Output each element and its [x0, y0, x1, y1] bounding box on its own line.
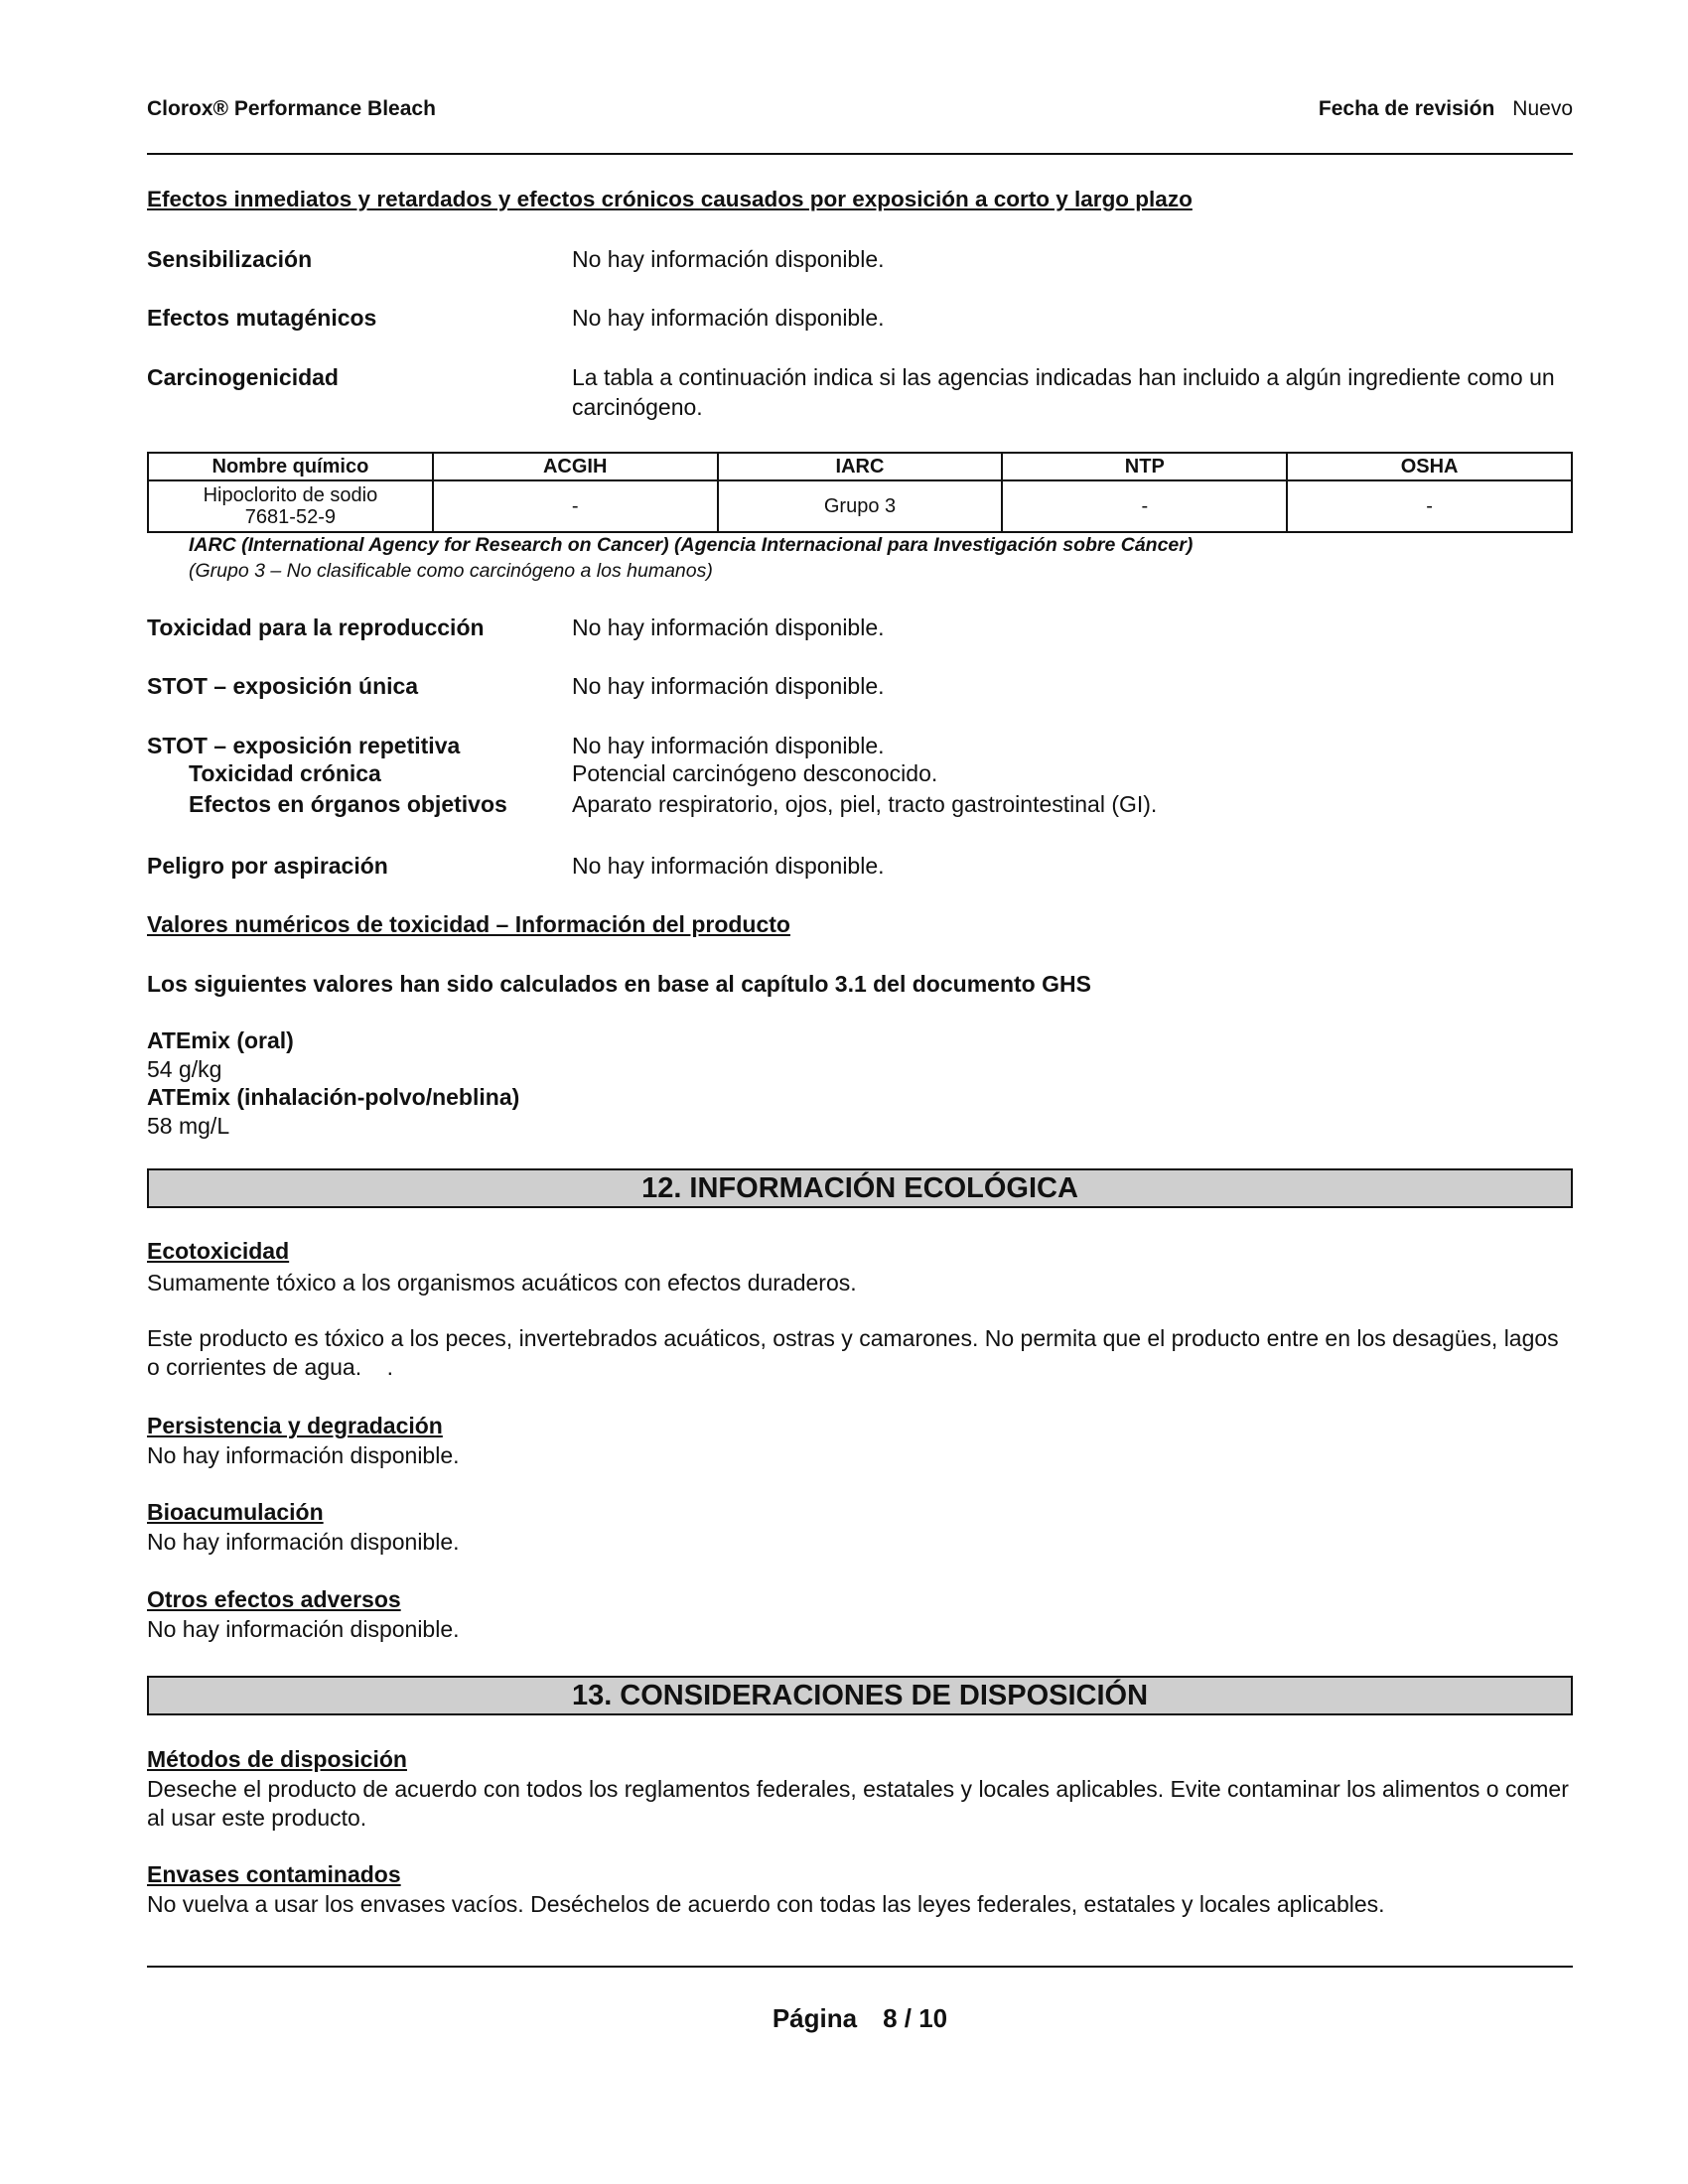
mutagenic-value: No hay información disponible.	[572, 305, 885, 331]
section-12-title: 12. INFORMACIÓN ECOLÓGICA	[147, 1168, 1573, 1208]
sensitization-label: Sensibilización	[147, 246, 313, 272]
iarc-note-line1: IARC (International Agency for Research on Cancer) (Agencia Internacional para Investigación sobre Cáncer)	[189, 534, 1194, 556]
numeric-heading: Valores numéricos de toxicidad – Información del producto	[147, 911, 790, 937]
mutagenic-label: Efectos mutagénicos	[147, 305, 377, 331]
revision-label: Fecha de revisión	[1318, 97, 1495, 120]
effects-heading: Efectos inmediatos y retardados y efectos crónicos causados por exposición a corto y largo plazo	[147, 187, 1193, 211]
ecotox-heading: Ecotoxicidad	[147, 1238, 290, 1264]
persistence-text: No hay información disponible.	[147, 1442, 460, 1468]
product-name: Clorox® Performance Bleach	[147, 97, 436, 120]
ecotox-text: Sumamente tóxico a los organismos acuáticos con efectos duraderos.	[147, 1270, 857, 1296]
col-acgih: ACGIH	[433, 453, 718, 480]
revision-value: Nuevo	[1512, 97, 1573, 120]
contaminated-containers-text: No vuelva a usar los envases vacíos. Deséchelos de acuerdo con todas las leyes federales, estatales y locales aplicables.	[147, 1891, 1385, 1917]
ate-inhal-label: ATEmix (inhalación-polvo/neblina)	[147, 1084, 520, 1110]
page-footer	[147, 2003, 1573, 2034]
stot-single-value: No hay información disponible.	[572, 673, 885, 699]
page-label: Página	[772, 2003, 858, 2033]
disposal-methods-text: Deseche el producto de acuerdo con todos los reglamentos federales, estatales y locales aplicables. Evite contaminar los alimentos o comer al usar este producto.	[147, 1776, 1569, 1831]
carcinogenicity-value: La tabla a continuación indica si las agencias indicadas han incluido a algún ingrediente como un carcinógeno.	[572, 364, 1555, 420]
aspiration-label: Peligro por aspiración	[147, 853, 388, 879]
cell-acgih: -	[433, 480, 718, 532]
carcinogenicity-label: Carcinogenicidad	[147, 364, 339, 390]
other-effects-text: No hay información disponible.	[147, 1616, 460, 1642]
revision-info	[1319, 97, 1573, 121]
chronic-value: Potencial carcinógeno desconocido.	[572, 760, 938, 786]
page-number: 8 / 10	[883, 2003, 948, 2033]
cell-iarc: Grupo 3	[718, 480, 1003, 532]
header-divider	[147, 153, 1573, 155]
ate-oral-label: ATEmix (oral)	[147, 1027, 294, 1053]
other-effects-heading: Otros efectos adversos	[147, 1586, 401, 1612]
chronic-label: Toxicidad crónica	[189, 760, 381, 786]
table-header-row	[148, 453, 1572, 480]
chemical-cas: 7681-52-9	[244, 506, 336, 528]
bioaccumulation-text: No hay información disponible.	[147, 1529, 460, 1555]
col-iarc: IARC	[718, 453, 1003, 480]
col-ntp: NTP	[1002, 453, 1287, 480]
disposal-methods-heading: Métodos de disposición	[147, 1746, 407, 1772]
aspiration-value: No hay información disponible.	[572, 853, 885, 879]
contaminated-containers-heading: Envases contaminados	[147, 1861, 401, 1887]
persistence-heading: Persistencia y degradación	[147, 1413, 443, 1438]
stot-single-label: STOT – exposición única	[147, 673, 419, 699]
target-organs-label: Efectos en órganos objetivos	[189, 791, 507, 817]
cell-chemical	[148, 480, 433, 532]
footer-divider	[147, 1966, 1573, 1968]
cell-osha: -	[1287, 480, 1572, 532]
target-organs-value: Aparato respiratorio, ojos, piel, tracto gastrointestinal (GI).	[572, 791, 1158, 817]
calc-note: Los siguientes valores han sido calculados en base al capítulo 3.1 del documento GHS	[147, 971, 1091, 997]
col-osha: OSHA	[1287, 453, 1572, 480]
ecotox-paragraph: Este producto es tóxico a los peces, invertebrados acuáticos, ostras y camarones. No permita que el producto entre en los desagües, lagos o corrientes de agua. .	[147, 1325, 1566, 1380]
sensitization-value: No hay información disponible.	[572, 246, 885, 272]
table-row	[148, 480, 1572, 532]
ate-oral-value: 54 g/kg	[147, 1056, 222, 1082]
reproductive-value: No hay información disponible.	[572, 614, 885, 640]
reproductive-label: Toxicidad para la reproducción	[147, 614, 485, 640]
ate-inhal-value: 58 mg/L	[147, 1113, 230, 1139]
stot-repeated-label: STOT – exposición repetitiva	[147, 733, 461, 758]
bioaccumulation-heading: Bioacumulación	[147, 1499, 324, 1525]
iarc-note-line2: (Grupo 3 – No clasificable como carcinógeno a los humanos)	[189, 560, 713, 582]
stot-repeated-value: No hay información disponible.	[572, 733, 885, 758]
section-13-title: 13. CONSIDERACIONES DE DISPOSICIÓN	[147, 1676, 1573, 1715]
chemical-name: Hipoclorito de sodio	[203, 484, 378, 506]
col-chemical-name: Nombre químico	[148, 453, 433, 480]
carcinogen-table	[147, 452, 1573, 533]
cell-ntp: -	[1002, 480, 1287, 532]
